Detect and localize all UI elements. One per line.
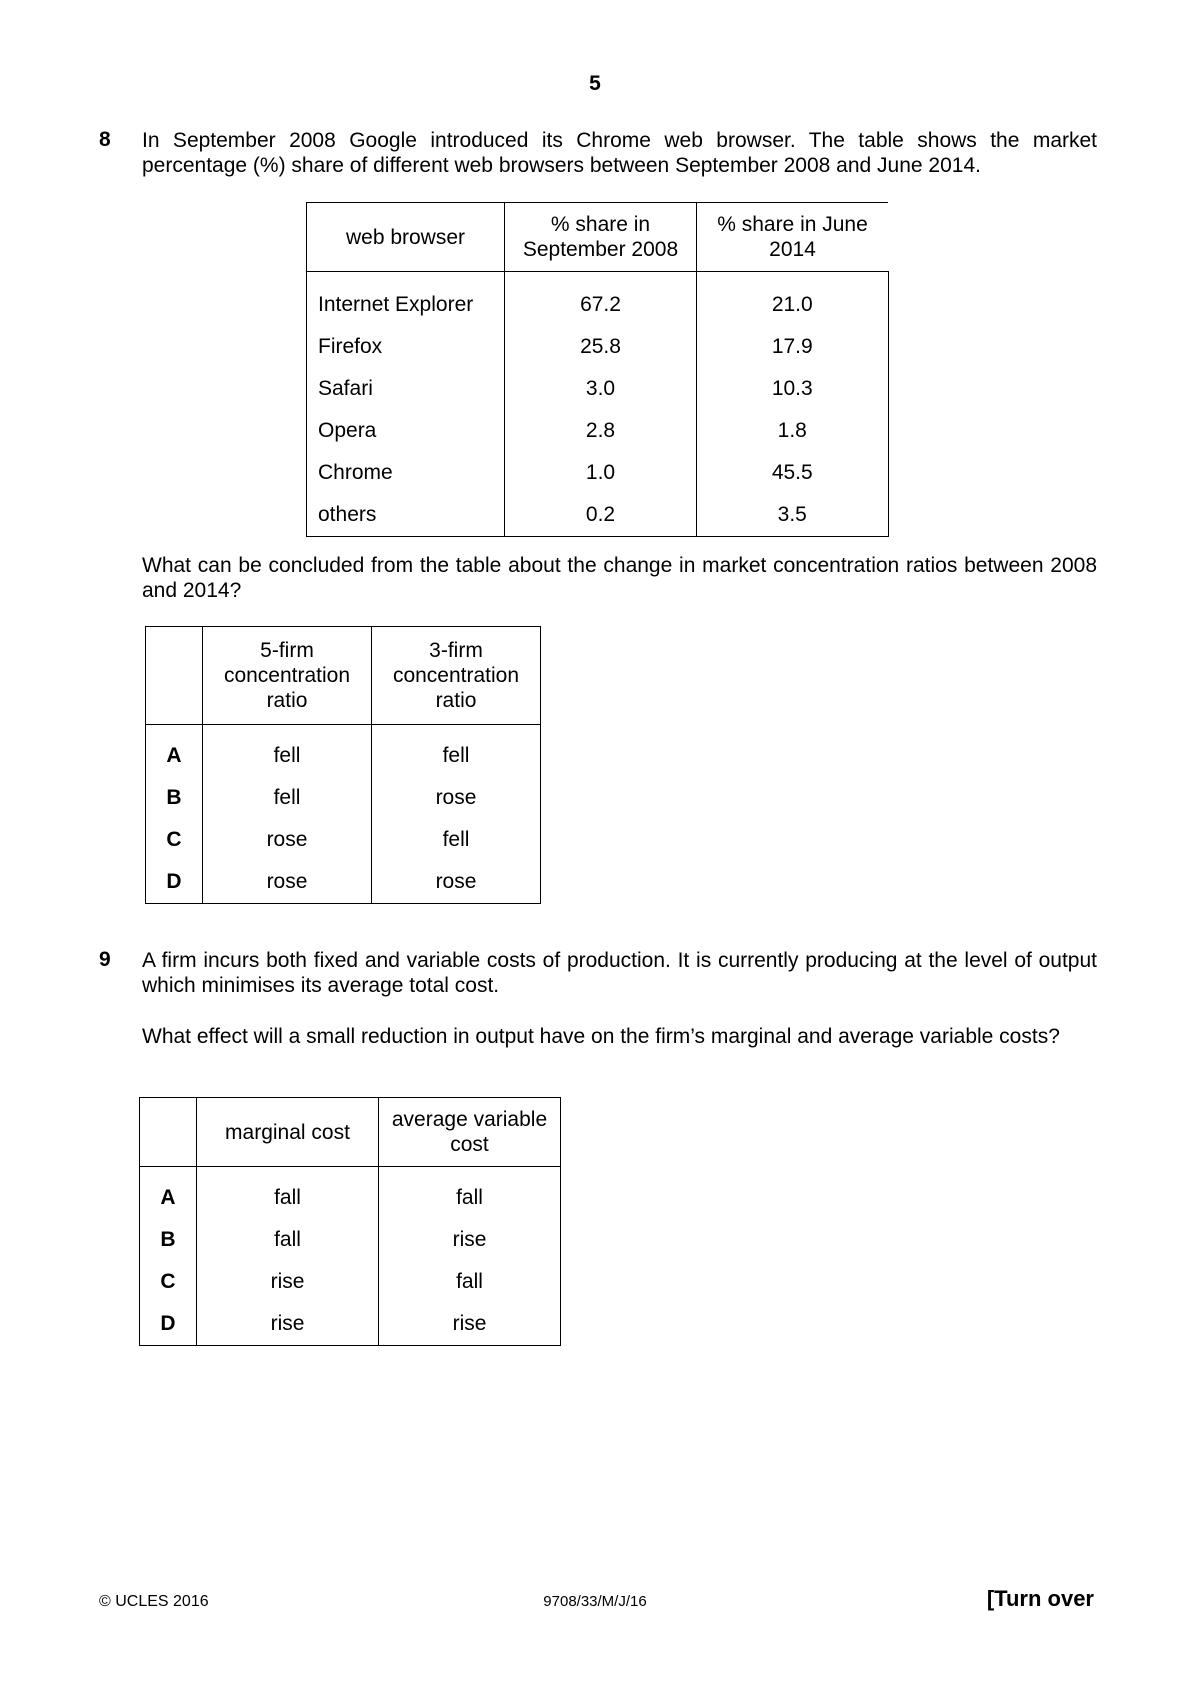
browser-name: Firefox: [307, 326, 505, 368]
share-2008: 3.0: [505, 368, 697, 410]
option-average-variable-cost: fall: [379, 1167, 561, 1220]
option-letter: C: [140, 1261, 197, 1303]
option-marginal-cost: fall: [197, 1219, 379, 1261]
table-row: [307, 410, 889, 452]
option-marginal-cost: rise: [197, 1303, 379, 1346]
header-average-variable-cost: average variable cost: [379, 1098, 561, 1167]
table-row: [307, 368, 889, 410]
browser-name: others: [307, 494, 505, 537]
option-3-firm: fell: [372, 725, 541, 778]
question-8-number: 8: [99, 128, 111, 151]
share-2014: 3.5: [697, 494, 889, 537]
option-row-c[interactable]: [146, 819, 541, 861]
option-letter: C: [146, 819, 203, 861]
browser-name: Opera: [307, 410, 505, 452]
question-8-options-table: [145, 626, 541, 904]
table-row: [307, 326, 889, 368]
options-table-header: [146, 627, 541, 725]
option-3-firm: rose: [372, 861, 541, 904]
question-8-text: In September 2008 Google introduced its Chrome web browser. The table shows the market percentage (%) share of different web browsers between September 2008 and June 2014.: [142, 129, 1097, 177]
option-row-b[interactable]: [140, 1219, 561, 1261]
option-row-a[interactable]: [140, 1167, 561, 1220]
option-5-firm: rose: [203, 861, 372, 904]
option-3-firm: rose: [372, 777, 541, 819]
option-letter: A: [140, 1167, 197, 1220]
header-letter: [146, 627, 203, 725]
option-5-firm: fell: [203, 725, 372, 778]
question-9-prompt: What effect will a small reduction in output have on the firm’s marginal and average variable costs?: [142, 1025, 1060, 1048]
option-marginal-cost: rise: [197, 1261, 379, 1303]
option-3-firm: fell: [372, 819, 541, 861]
question-9-options-table: [139, 1097, 561, 1346]
page-number: 5: [589, 72, 601, 95]
browser-name: Internet Explorer: [307, 272, 505, 327]
header-share-2014: % share in June 2014: [697, 203, 889, 272]
browser-name: Safari: [307, 368, 505, 410]
question-9-text: A firm incurs both fixed and variable costs of production. It is currently producing at the level of output which minimises its average total cost.: [142, 949, 1097, 997]
share-2008: 0.2: [505, 494, 697, 537]
option-average-variable-cost: rise: [379, 1219, 561, 1261]
header-5-firm: 5-firm concentration ratio: [203, 627, 372, 725]
header-web-browser: web browser: [307, 203, 505, 272]
option-letter: B: [140, 1219, 197, 1261]
option-letter: B: [146, 777, 203, 819]
table-row: [307, 452, 889, 494]
footer-paper-code: 9708/33/M/J/16: [543, 1593, 647, 1610]
option-5-firm: fell: [203, 777, 372, 819]
share-2008: 25.8: [505, 326, 697, 368]
question-9-number: 9: [99, 948, 111, 971]
option-row-a[interactable]: [146, 725, 541, 778]
header-marginal-cost: marginal cost: [197, 1098, 379, 1167]
share-2008: 1.0: [505, 452, 697, 494]
share-2014: 1.8: [697, 410, 889, 452]
options-table-header: [140, 1098, 561, 1167]
option-average-variable-cost: rise: [379, 1303, 561, 1346]
option-row-b[interactable]: [146, 777, 541, 819]
option-letter: D: [140, 1303, 197, 1346]
question-8-prompt: What can be concluded from the table about the change in market concentration ratios between 2008 and 2014?: [142, 554, 1097, 602]
option-average-variable-cost: fall: [379, 1261, 561, 1303]
header-letter: [140, 1098, 197, 1167]
option-letter: D: [146, 861, 203, 904]
browser-table-header: [307, 203, 889, 272]
option-row-c[interactable]: [140, 1261, 561, 1303]
footer-turn-over: [Turn over: [986, 1586, 1094, 1611]
option-row-d[interactable]: [140, 1303, 561, 1346]
header-3-firm: 3-firm concentration ratio: [372, 627, 541, 725]
share-2008: 67.2: [505, 272, 697, 327]
table-row: [307, 494, 889, 537]
share-2014: 45.5: [697, 452, 889, 494]
table-row: [307, 272, 889, 327]
share-2014: 17.9: [697, 326, 889, 368]
browser-name: Chrome: [307, 452, 505, 494]
header-share-2008: % share in September 2008: [505, 203, 697, 272]
browser-share-table: [306, 202, 889, 537]
option-letter: A: [146, 725, 203, 778]
footer-copyright: © UCLES 2016: [99, 1593, 209, 1610]
option-marginal-cost: fall: [197, 1167, 379, 1220]
share-2014: 10.3: [697, 368, 889, 410]
share-2008: 2.8: [505, 410, 697, 452]
option-5-firm: rose: [203, 819, 372, 861]
option-row-d[interactable]: [146, 861, 541, 904]
share-2014: 21.0: [697, 272, 889, 327]
